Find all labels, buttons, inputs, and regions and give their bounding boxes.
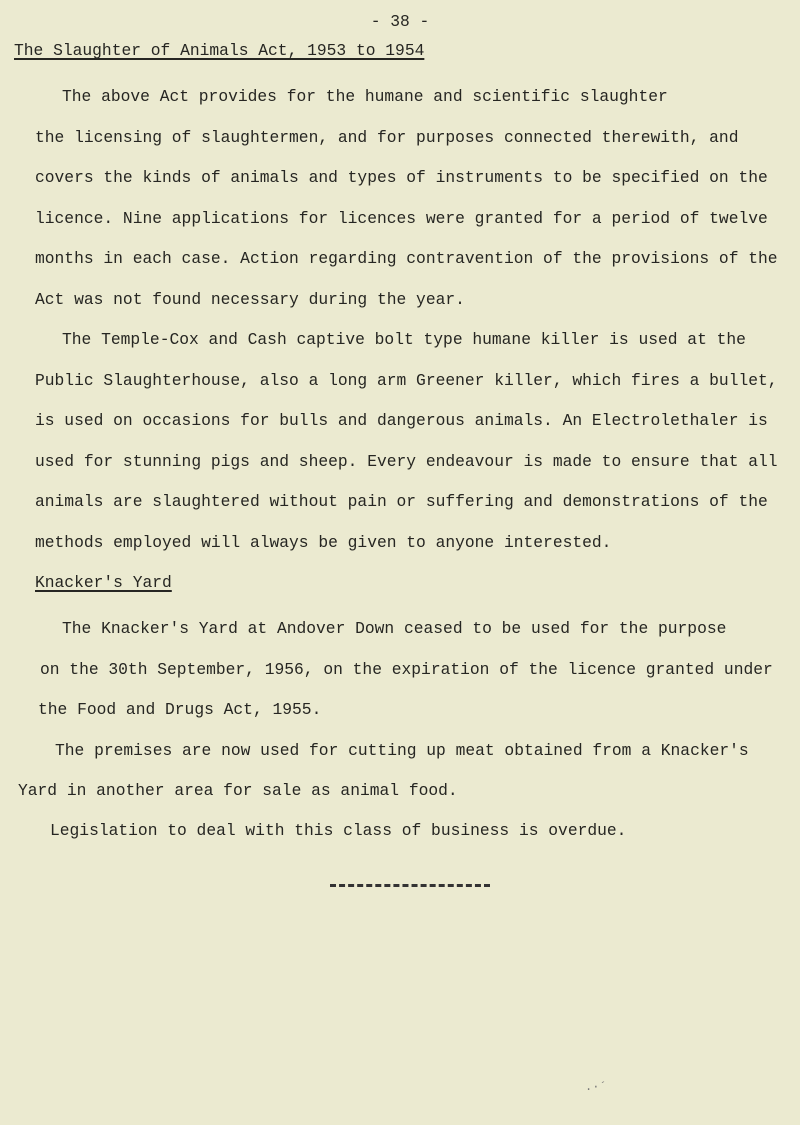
paragraph-line: on the 30th September, 1956, on the expiration of the licence granted under — [40, 660, 773, 679]
paragraph-line: used for stunning pigs and sheep. Every endeavour is made to ensure that all — [35, 452, 778, 471]
paragraph-line: licence. Nine applications for licences were granted for a period of twelve — [35, 209, 768, 228]
paragraph-line: The above Act provides for the humane and scientific slaughter — [62, 87, 668, 106]
paragraph-line: the Food and Drugs Act, 1955. — [38, 700, 322, 719]
paragraph-line: The premises are now used for cutting up meat obtained from a Knacker's — [55, 741, 749, 760]
ink-mark: .·´ — [585, 1080, 607, 1094]
paragraph-line: Legislation to deal with this class of business is overdue. — [50, 821, 627, 840]
paragraph-line: the licensing of slaughtermen, and for purposes connected therewith, and — [35, 128, 739, 147]
paragraph-line: animals are slaughtered without pain or suffering and demonstrations of the — [35, 492, 768, 511]
paragraph-line: The Knacker's Yard at Andover Down ceased to be used for the purpose — [62, 619, 727, 638]
paragraph-line: methods employed will always be given to anyone interested. — [35, 533, 612, 552]
page-number: - 38 - — [370, 12, 430, 31]
paragraph-line: covers the kinds of animals and types of instruments to be specified on the — [35, 168, 768, 187]
paragraph-line: months in each case. Action regarding contravention of the provisions of the — [35, 249, 778, 268]
section-heading-slaughter-act: The Slaughter of Animals Act, 1953 to 1954 — [14, 41, 425, 60]
paragraph-line: Yard in another area for sale as animal food. — [18, 781, 458, 800]
paragraph-line: Public Slaughterhouse, also a long arm Greener killer, which fires a bullet, — [35, 371, 778, 390]
paragraph-line: The Temple-Cox and Cash captive bolt type humane killer is used at the — [62, 330, 746, 349]
section-heading-knackers-yard: Knacker's Yard — [35, 573, 172, 592]
end-divider — [330, 884, 490, 887]
paragraph-line: is used on occasions for bulls and dangerous animals. An Electrolethaler is — [35, 411, 768, 430]
paragraph-line: Act was not found necessary during the year. — [35, 290, 465, 309]
